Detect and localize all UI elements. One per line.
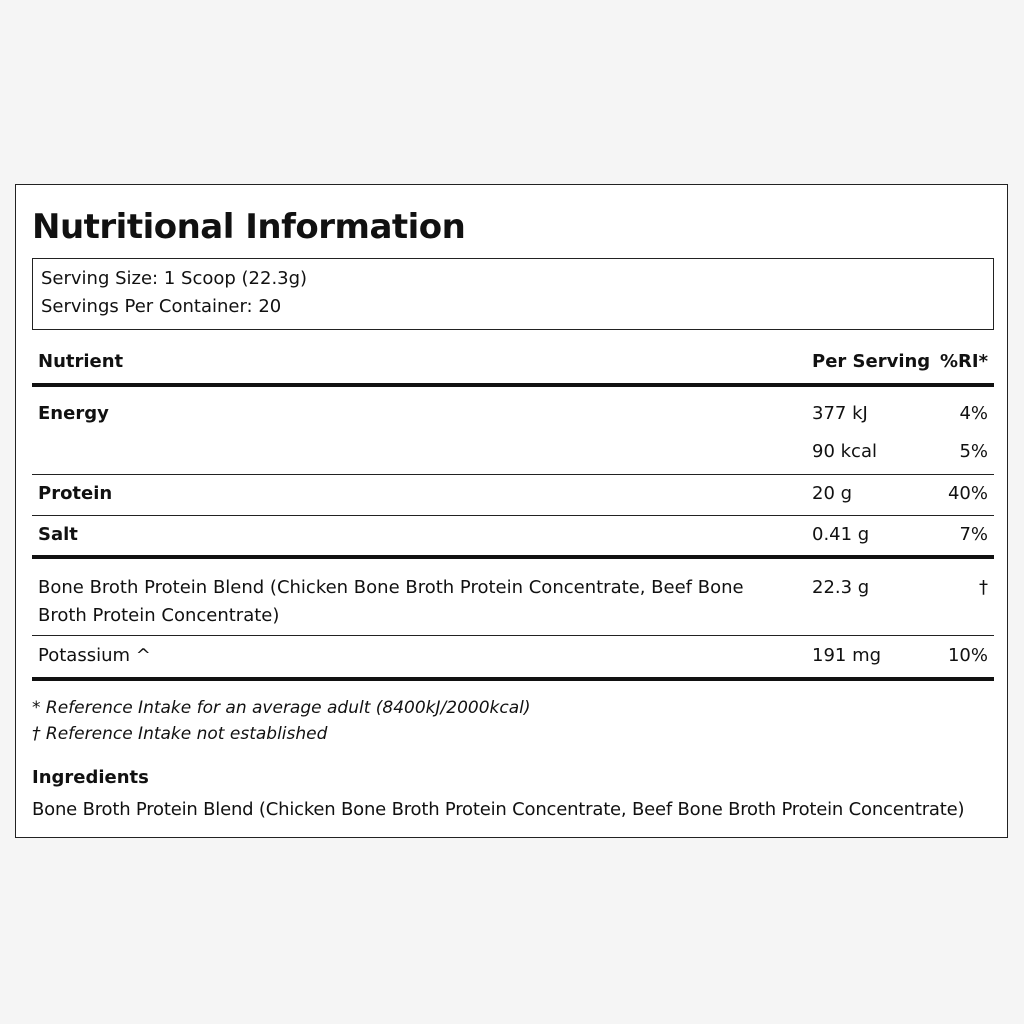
per-serving-value: 377 kJ (812, 403, 868, 424)
table-row-protein-blend (32, 559, 994, 636)
ri-value: 7% (959, 524, 988, 545)
nutrient-name: Salt (38, 524, 78, 545)
header-per-serving: Per Serving (812, 351, 931, 372)
page-title: Nutritional Information (32, 207, 466, 247)
nutrient-name: Potassium ^ (38, 645, 151, 666)
servings-per-container: Servings Per Container: 20 (41, 296, 282, 317)
ingredients-text: Bone Broth Protein Blend (Chicken Bone Broth Protein Concentrate, Beef Bone Broth Protein Concentrate) (32, 799, 965, 820)
per-serving-value: 191 mg (812, 645, 882, 666)
table-header-row (32, 345, 994, 387)
nutrition-panel (15, 184, 1008, 838)
header-ri: %RI* (939, 351, 988, 372)
ri-value: † (979, 577, 988, 598)
ri-value: 10% (947, 645, 988, 666)
nutrient-name: Energy (38, 403, 109, 424)
table-row-potassium (32, 636, 994, 681)
per-serving-value: 22.3 g (812, 577, 870, 598)
serving-size: Serving Size: 1 Scoop (22.3g) (41, 268, 308, 289)
footnote-not-established: † Reference Intake not established (32, 724, 328, 744)
nutrient-name: Protein (38, 483, 113, 504)
per-serving-value: 20 g (812, 483, 853, 504)
per-serving-value: 90 kcal (812, 441, 877, 462)
per-serving-value: 0.41 g (812, 524, 870, 545)
footnote-ri: * Reference Intake for an average adult (8400kJ/2000kcal) (32, 698, 531, 718)
footnotes (32, 695, 531, 747)
serving-info-box (32, 258, 994, 330)
ingredients-heading: Ingredients (32, 767, 149, 788)
nutrient-name: Bone Broth Protein Blend (Chicken Bone Broth Protein Concentrate, Beef Bone Broth Protein Concentrate) (38, 577, 744, 626)
ri-value: 40% (947, 483, 988, 504)
table-row-protein (32, 475, 994, 516)
header-nutrient: Nutrient (38, 351, 124, 372)
table-row-salt (32, 516, 994, 559)
ri-value: 5% (959, 441, 988, 462)
table-row-energy-kj (32, 387, 994, 427)
ri-value: 4% (959, 403, 988, 424)
table-row-energy-kcal (32, 427, 994, 475)
nutrition-table (32, 345, 994, 681)
